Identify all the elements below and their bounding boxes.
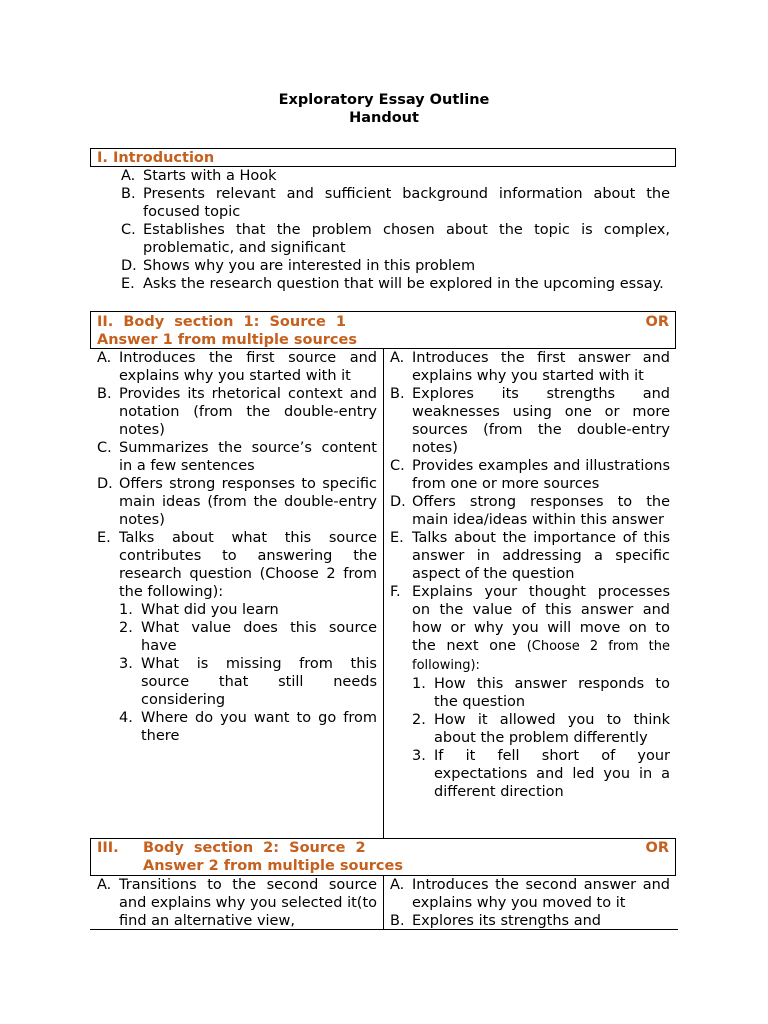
column-divider — [383, 349, 384, 838]
sub-item — [119, 619, 377, 655]
item-text: Asks the research question that will be explored in the upcoming essay. — [143, 276, 664, 292]
list-item — [390, 876, 670, 912]
item-text: Explores its strengths and — [412, 913, 601, 929]
item-marker: C. — [121, 222, 136, 238]
list-item — [97, 349, 377, 385]
body1-header-box — [90, 311, 676, 349]
item-text: Introduces the first source and explains why you started with it — [119, 350, 377, 384]
item-marker: 4. — [119, 710, 133, 726]
body2-left-list — [97, 876, 377, 930]
item-marker: A. — [390, 350, 405, 366]
item-marker: B. — [390, 386, 405, 402]
body2-header-or: OR — [645, 840, 669, 856]
item-marker: 2. — [119, 620, 133, 636]
intro-header: I. Introduction — [97, 150, 215, 166]
item-text: Talks about what this source contributes to answering the research question (Choose 2 from the following): — [119, 530, 377, 600]
list-item — [97, 439, 377, 475]
item-text: Starts with a Hook — [143, 168, 277, 184]
list-item — [390, 385, 670, 457]
list-item — [390, 912, 670, 930]
list-item — [121, 275, 670, 293]
body1-header: II. Body section 1: Source 1 — [97, 314, 346, 330]
item-text: Introduces the first answer and explains why you started with it — [412, 350, 670, 384]
item-marker: 2. — [412, 712, 426, 728]
list-item — [121, 185, 670, 221]
title-line-1: Exploratory Essay Outline — [278, 92, 490, 108]
list-item — [390, 583, 671, 801]
intro-list — [121, 167, 670, 293]
item-marker: B. — [121, 186, 136, 202]
item-text: Where do you want to go from there — [141, 710, 377, 744]
sub-item — [119, 601, 377, 619]
item-text: If it fell short of your expectations and led you in a different direction — [434, 748, 670, 800]
item-text: Presents relevant and sufficient background information about the focused topic — [143, 186, 670, 220]
body1-right-list — [390, 349, 671, 801]
item-text: What is missing from this source that still needs considering — [141, 656, 377, 708]
list-item — [390, 349, 670, 385]
item-marker: E. — [121, 276, 135, 292]
item-marker: D. — [390, 494, 406, 510]
body1-header-line2: Answer 1 from multiple sources — [97, 332, 357, 348]
title-line-2: Handout — [349, 110, 419, 126]
item-note: (Choose 2 from the following): — [412, 639, 671, 673]
item-text: What value does this source have — [141, 620, 377, 654]
item-marker: 1. — [412, 676, 426, 692]
body2-header-num: III. — [97, 840, 119, 856]
sub-list — [119, 601, 377, 745]
item-marker: A. — [390, 877, 405, 893]
item-marker: F. — [390, 584, 401, 600]
sub-item — [119, 655, 377, 709]
item-text: Offers strong responses to specific main ideas (from the double-entry notes) — [119, 476, 377, 528]
item-marker: A. — [97, 877, 112, 893]
item-marker: E. — [97, 530, 111, 546]
item-text: Talks about the importance of this answer in addressing a specific aspect of the question — [412, 530, 670, 582]
body2-header-line2: Answer 2 from multiple sources — [143, 858, 403, 874]
sub-item — [412, 711, 670, 747]
item-text: Provides its rhetorical context and notation (from the double-entry notes) — [119, 386, 377, 438]
body1-header-or: OR — [645, 314, 669, 330]
item-text: How it allowed you to think about the problem differently — [434, 712, 670, 746]
item-text: Shows why you are interested in this problem — [143, 258, 476, 274]
list-item — [121, 257, 670, 275]
item-marker: B. — [97, 386, 112, 402]
item-marker: D. — [121, 258, 137, 274]
list-item — [390, 493, 670, 529]
list-item — [121, 221, 670, 257]
list-item — [97, 529, 377, 745]
sub-list — [412, 675, 670, 801]
item-marker: 1. — [119, 602, 133, 618]
item-marker: B. — [390, 913, 405, 929]
item-marker: E. — [390, 530, 404, 546]
intro-header-box — [90, 148, 676, 167]
list-item — [390, 457, 670, 493]
item-marker: C. — [390, 458, 405, 474]
item-text: Explores its strengths and weaknesses using one or more sources (from the double-entry notes) — [412, 386, 670, 456]
list-item — [121, 167, 670, 185]
item-text: Introduces the second answer and explains why you moved to it — [412, 877, 670, 911]
item-text: How this answer responds to the question — [434, 676, 670, 710]
item-marker: 3. — [119, 656, 133, 672]
page-crop-mask — [0, 930, 768, 1024]
list-item — [390, 529, 670, 583]
table-bottom-rule — [90, 929, 678, 930]
body2-header-box — [90, 838, 676, 876]
item-text: Establishes that the problem chosen about the topic is complex, problematic, and significant — [143, 222, 670, 256]
item-text: Provides examples and illustrations from one or more sources — [412, 458, 670, 492]
item-marker: 3. — [412, 748, 426, 764]
item-text: Offers strong responses to the main idea/ideas within this answer — [412, 494, 670, 528]
list-item — [97, 475, 377, 529]
body2-right-list — [390, 876, 670, 930]
sub-item — [412, 747, 670, 801]
item-text: What did you learn — [141, 602, 279, 618]
item-text: Transitions to the second source and explains why you selected it(to find an alternative view, — [119, 877, 377, 929]
item-text: Explains your thought processes on the value of this answer and how or why you will move on to the next one — [412, 584, 670, 654]
item-marker: A. — [97, 350, 112, 366]
column-divider — [383, 876, 384, 929]
list-item — [97, 385, 377, 439]
body1-left-list — [97, 349, 377, 745]
item-marker: C. — [97, 440, 112, 456]
item-text: Summarizes the source’s content in a few sentences — [119, 440, 377, 474]
sub-item — [412, 675, 670, 711]
list-item — [97, 876, 377, 930]
body2-header: Body section 2: Source 2 — [143, 840, 366, 856]
item-marker: A. — [121, 168, 136, 184]
item-marker: D. — [97, 476, 113, 492]
sub-item — [119, 709, 377, 745]
